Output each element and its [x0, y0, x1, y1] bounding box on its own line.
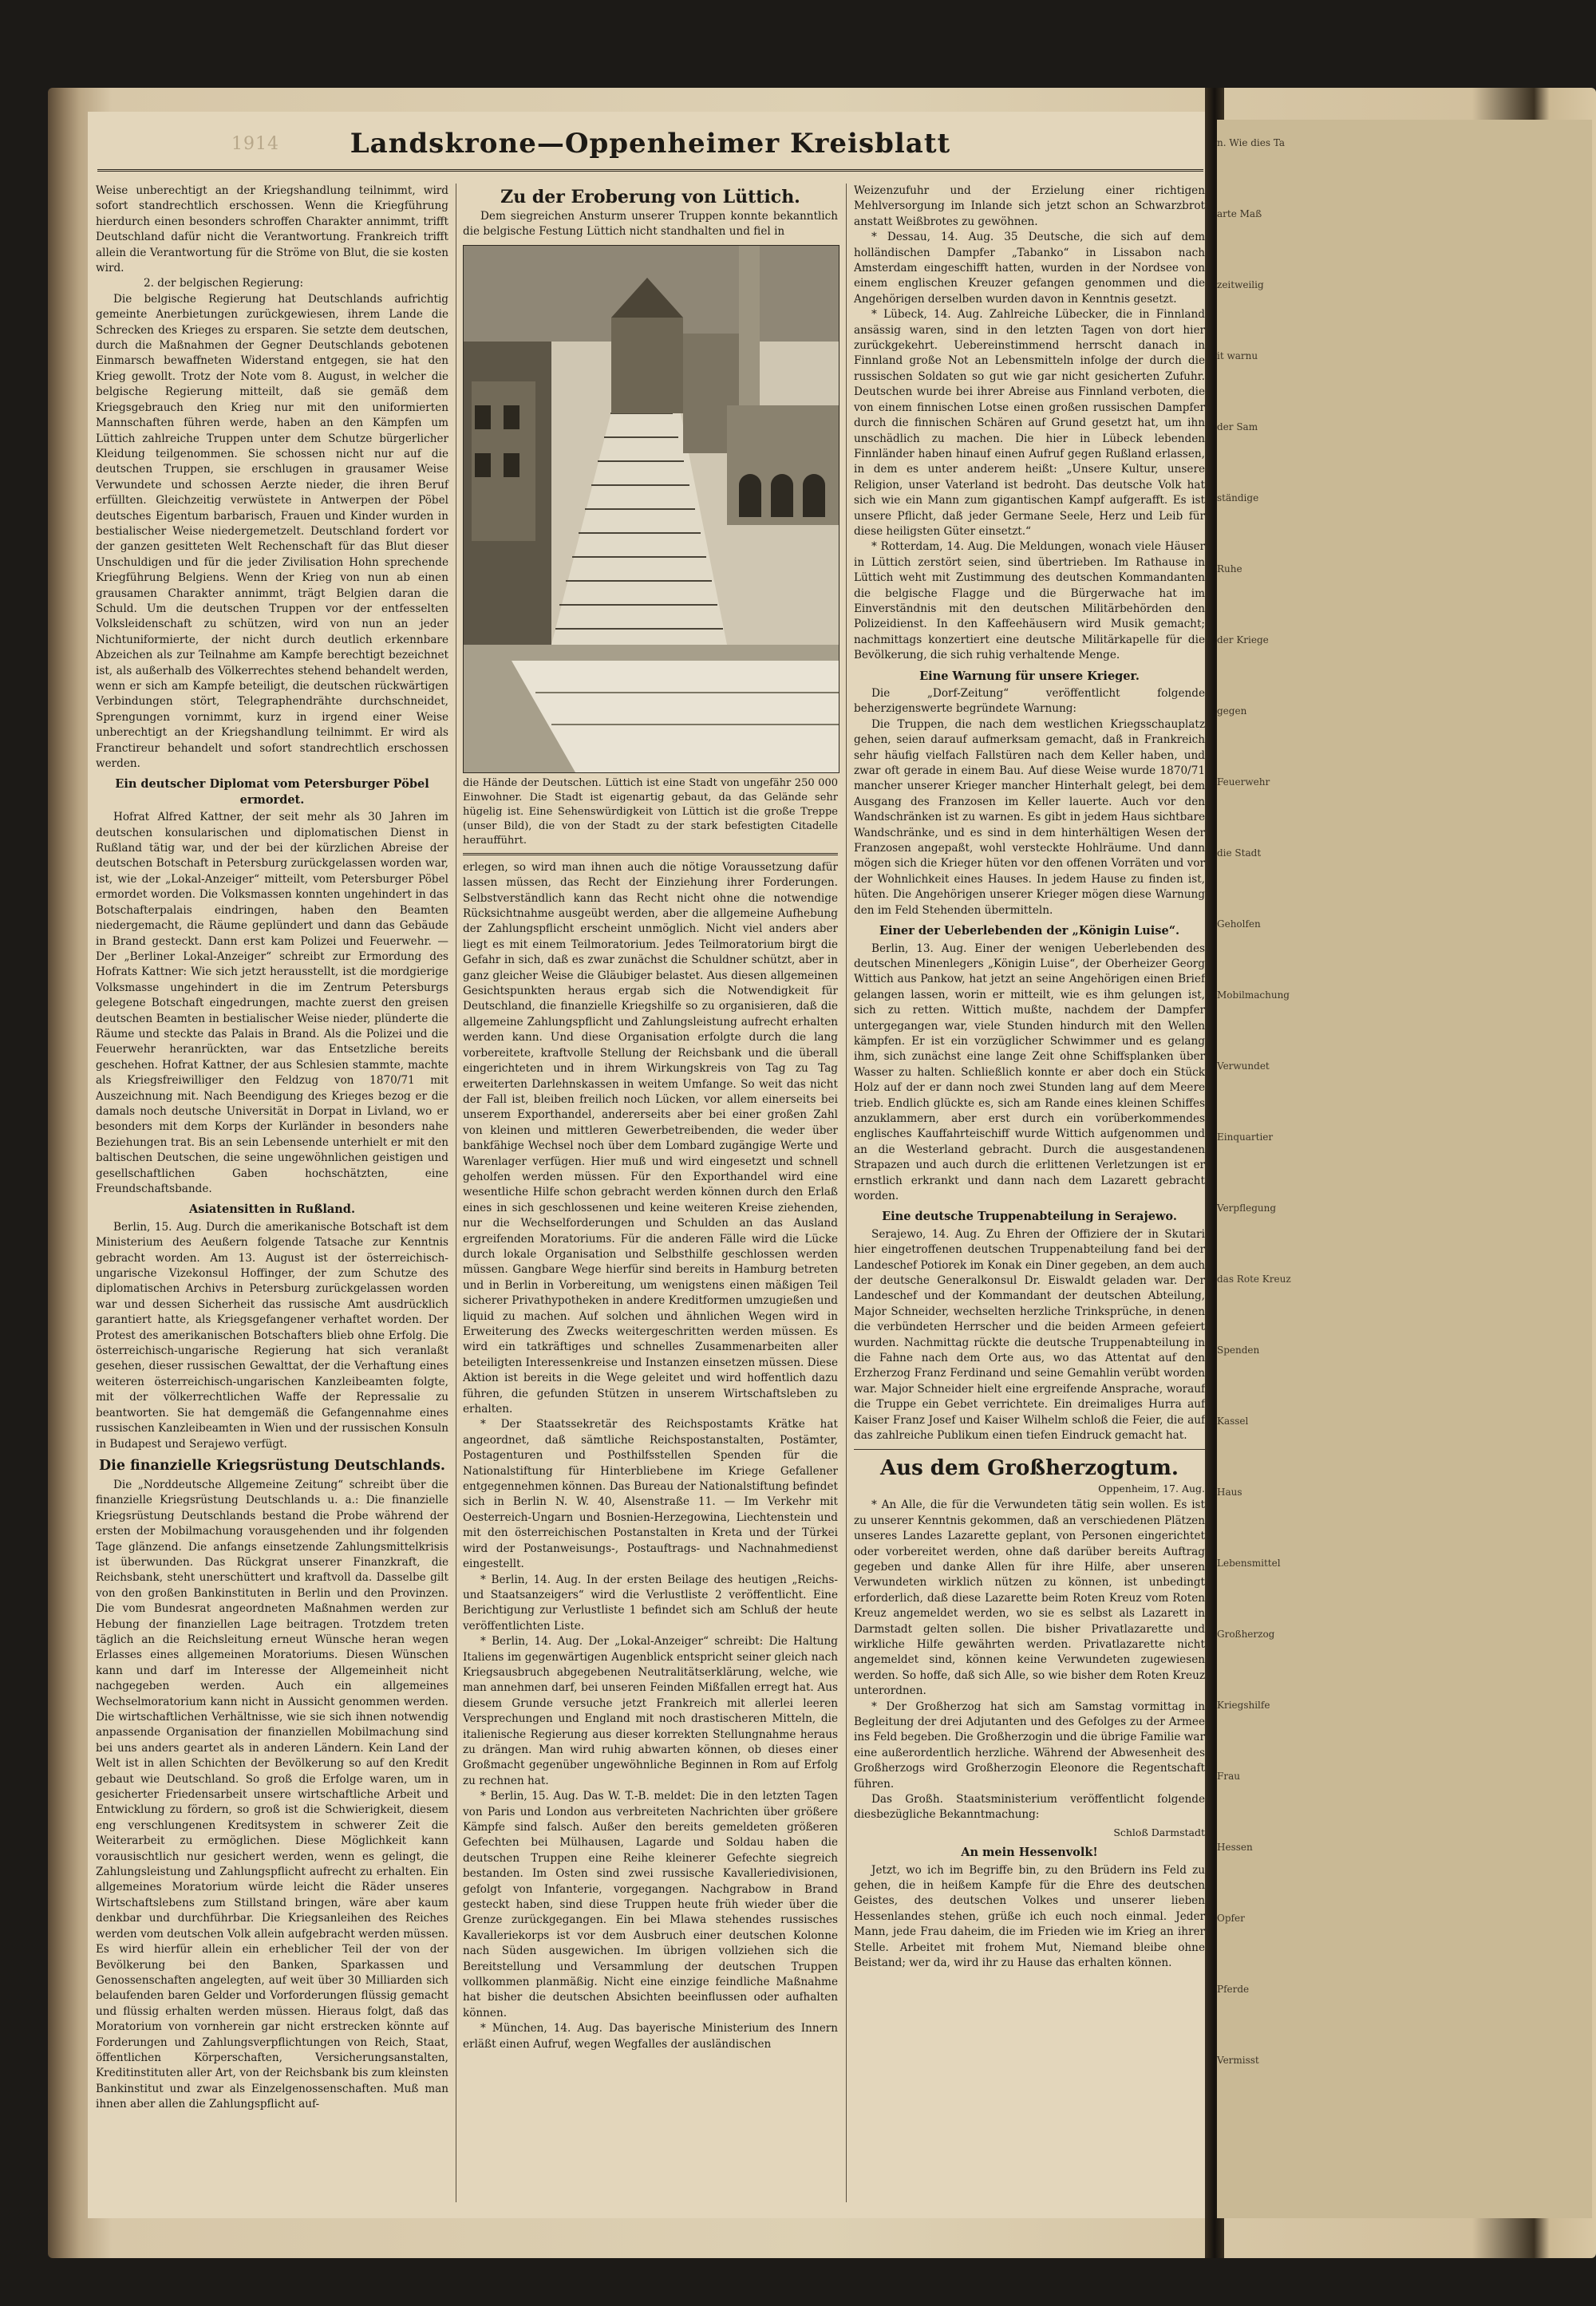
next-page-line: Lebensmittel [1217, 1558, 1281, 1569]
next-page-line: Ruhe [1217, 563, 1242, 575]
column-1 [96, 184, 448, 2113]
article-headline: Asiatensitten in Rußland. [188, 1202, 355, 1217]
article-headline: Eine Warnung für unsere Krieger. [919, 669, 1140, 683]
article-paragraph: * Berlin, 14. Aug. Der „Lokal-Anzeiger“ schreibt: Die Haltung Italiens im gegenwärtigen Augenblick entspricht seiner gleich nach Kriegsausbruch abgegebenen Neutralitätserklärung, welche, wie man annehmen darf, bei unseren Feinden Mißfallen erregt hat. Aus diesem Grunde versuche jetzt Frankreich mit allerlei leeren Versprechungen und England mit noch drastischeren Mitteln, die italienische Regierung aus dieser korrekten Stellungnahme heraus zu drängen. Man wird ruhig abwarten können, ob dieses einer Großmacht gegenüber ungewöhnliche Beginnen in Rom auf Erfolg zu rechnen hat. [463, 1635, 838, 1787]
next-page-line: Kassel [1217, 1416, 1249, 1427]
next-page-line: zeitweilig [1217, 279, 1264, 290]
next-page-line: Haus [1217, 1487, 1242, 1498]
article-paragraph: Jetzt, wo ich im Begriffe bin, zu den Brüdern ins Feld zu gehen, die in heißem Kampfe für die Ehre des deutschen Geistes, des deutschen Volkes und unserer lieben Hessenlandes stehen, grüße ich euch noch einmal. Jeder Mann, jede Frau daheim, die im Frieden wie im Krieg an ihrer Stelle. Arbeitet mit frohem Mut, Niemand bleibe ohne Beistand; wer da, wird ihr zu Hause das erhalten können. [854, 1863, 1205, 1970]
next-page-line: der Sam [1217, 421, 1258, 432]
header-rule [97, 169, 1203, 172]
article-paragraph: Die „Norddeutsche Allgemeine Zeitung“ schreibt über die finanzielle Kriegsrüstung Deutschlands u. a.: Die finanzielle Kriegsrüstung Deutschlands bestand die Probe während der ersten der Mobilmachung vorausgehenden und ihr folgenden Tage glänzend. Die anfangs einsetzende Zahlungsmittelkrisis ist überwunden. Das Rückgrat unserer Finanzkraft, die Reichsbank, steht unerschüttert und kraftvoll da. Dasselbe gilt von den großen Bankinstituten in Berlin und den Provinzen. Die vom Bundesrat angeordneten Maßnahmen werden zur Hebung der finanziellen Lage beitragen. Trotzdem treten täglich an die Reichsleitung erneut Wünsche heran wegen Erlasses eines allgemeinen Moratoriums. Diesen Wünschen kann und darf im Interesse der Allgemeinheit nicht nachgegeben werden. Auch ein allgemeines Wechselmoratorium kann nicht in Aussicht genommen werden. Die wirtschaftlichen Verhältnisse, wie sie sich ihnen notwendig anpassende Organisation der finanziellen Mobilmachung sind bei uns anders geartet als in anderen Ländern. Kein Land der Welt ist in allen Schichten der Bevölkerung so auf den Kredit gebaut wie Deutschland. So groß die Erfolge waren, um in gesicherter Friedensarbeit unsere wirtschaftliche Arbeit und Entwicklung zu fördern, so groß ist die Schwierigkeit, diesem eng verschlungenen Kreditsystem in schwerer Zeit die Weiterarbeit zu ermöglichen. Diese Möglichkeit kann vorausischtlich nur gesichert werden, wenn es gelingt, die Zahlungsleistung und Zahlungspflicht aufrecht zu erhalten. Ein allgemeines Moratorium würde leicht die Räder unseres Wirtschaftslebens zum Stillstand bringen, wäre aber kaum denkbar und durchführbar. Die Kriegsanleihen des Reiches werden vom deutschen Volk allein aufgebracht werden müssen. Es wird hierfür allein ein erheblicher Teil der von der Bevölkerung bei den Banken, Sparkassen und Genossenschaften angelegten, auf weit über 30 Milliarden sich belaufenden baren Gelder und Vorforderungen flüssig gemacht und flüssig erhalten werden müssen. Hieraus folgt, daß das Moratorium von vornherein gar nicht erstrecken könnte auf Forderungen und Zahlungsverpflichtungen von Reich, Staat, öffentlichen Körperschaften, Versicherungsanstalten, Kreditinstituten aller Art, von der Reichsbank bis zum kleinsten Bankinstitut und zwar als Einzelgenossenschaften. Muß man ihnen aber allen die Zahlungspflicht auf- [96, 1478, 448, 2111]
next-page-line: Mobilmachung [1217, 989, 1290, 1001]
next-page-edge [1217, 120, 1592, 2218]
next-page-line: Pferde [1217, 1984, 1250, 1995]
article-headline: Zu der Eroberung von Lüttich. [500, 187, 800, 207]
article-paragraph: * Dessau, 14. Aug. 35 Deutsche, die sich auf dem holländischen Dampfer „Tabanko“ in Lissabon nach Amsterdam eingeschifft hatten, wurden in der Nordsee von einem englischen Kreuzer gefangen genommen und die Angehörigen derselben wurden davon in Kenntnis gesetzt. [854, 231, 1205, 306]
section-headline: Aus dem Großherzogtum. [880, 1455, 1179, 1480]
article-paragraph: Dem siegreichen Ansturm unserer Truppen konnte bekanntlich die belgische Festung Lüttich nicht standhalten und fiel in [463, 210, 838, 239]
next-page-line: Kriegshilfe [1217, 1700, 1270, 1711]
next-page-line: arte Maß [1217, 208, 1262, 219]
faint-page-number: 1914 [231, 134, 279, 154]
article-paragraph: erlegen, so wird man ihnen auch die nötige Voraussetzung dafür lassen müssen, das Recht der Einziehung ihrer Forderungen. Selbstverständlich kann das Recht nicht ohne die notwendige Rücksichtnahme ausgeübt werden, aber die allgemeine Aufhebung der Zahlungspflicht erscheint unmöglich. Nicht viel anders aber liegt es mit einem Teilmoratorium. Jedes Teilmoratorium birgt die Gefahr in sich, daß es zwar zunächst die Schuldner schützt, aber in ganz gleicher Weise die Gläubiger belastet. Aus diesen allgemeinen Gesichtspunkten heraus ergab sich die Notwendigkeit für Deutschland, die finanzielle Kriegshilfe so zu organisieren, daß die allgemeine Zahlungspflicht und Zahlungsleistung aufrecht erhalten werden kann. Und diese Organisation erfolgte durch die lang vorbereitete, kraftvolle Stellung der Reichsbank und die überall eingerichteten und in ihrem Wirkungskreis von Tag zu Tag erweiterten Darlehnskassen in weitem Umfange. So weit das nicht der Fall ist, bleiben freilich noch Lücken, vor allem einerseits bei unserem Exporthandel, andererseits aber bei einer großen Zahl von kleinen und mittleren Gewerbetreibenden, die weder über bankfähige Wechsel noch über dem Lombard zugängige Werte und Warenlager verfügen. Hier muß und wird eingesetzt und schnell geholfen werden müssen. Für den Exporthandel wird eine wesentliche Hilfe schon gebracht werden können durch den Erlaß eines in sich geschlossenen und keine weiteren Kreise ziehenden, nur die Wechselforderungen und Schulden an das Ausland ergreifenden Moratoriums. Für die anderen Fälle wird die Lücke durch lokale Organisation und Selbsthilfe geschlossen werden müssen. Gangbare Wege hierfür sind bereits in Hamburg betreten und in Berlin in Vorbereitung, um wenigstens einen mäßigen Teil sicherer Privathypotheken in andere Kreditformen umzugießen und liquid zu machen. Auf solchen und ähnlichen Wegen wird in Erweiterung des Zwecks weitergeschritten werden müssen. Es wird ein tatkräftiges und schnelles Zusammenarbeiten aller beteiligten Interessenkreise und Instanzen einsetzen müssen. Diese Aktion ist bereits in die Wege geleitet und wird hoffentlich dazu führen, die gefunden Stützen in unserem Wirtschaftsleben zu erhalten. [463, 860, 838, 1416]
article-headline: Die finanzielle Kriegsrüstung Deutschlands. [99, 1457, 445, 1474]
next-page-line: Opfer [1217, 1913, 1245, 1924]
next-page-line: Einquartier [1217, 1131, 1274, 1143]
article-paragraph: * An Alle, die für die Verwundeten tätig sein wollen. Es ist zu unserer Kenntnis gekommen, daß an verschiedenen Plätzen unseres Landes Lazarette geplant, von Personen eingerichtet oder vorbereitet werden, ohne daß darüber bereits Auftrag gegeben und danke Allen für ihre Hilfe, aber unseren Verwundeten wirklich nützen zu können, ist unbedingt erforderlich, daß diese Lazarette beim Roten Kreuz vom Roten Kreuz angemeldet werden, wo sie es selbst als Lazarett in Darmstadt gelten sollen. Die bisher Privatlazarette und wirkliche Hilfe gewährten werden. Privatlazarette nicht angemeldet sind, können keine Verwundeten zugewiesen werden. So hoffe, daß sich Alle, so wie bisher dem Roten Kreuz unterordnen. [854, 1499, 1205, 1698]
stairs-engraving [464, 246, 839, 772]
next-page-line: Spenden [1217, 1345, 1260, 1356]
next-page-line: Geholfen [1217, 918, 1261, 930]
article-paragraph: * Der Großherzog hat sich am Samstag vormittag in Begleitung der drei Adjutanten und des Gefolges zu der Armee ins Feld begeben. Die Großherzogin und die übrige Familie war eine außerordentlich herzliche. Während der Abwesenheit des Großherzogs wird Großherzogin Eleonore die Regentschaft führen. [854, 1700, 1205, 1791]
column-rule-2 [846, 184, 847, 2202]
next-page-line: Großherzog [1217, 1629, 1275, 1640]
photo-caption: die Hände der Deutschen. Lüttich ist eine Stadt von ungefähr 250 000 Einwohner. Die Stadt ist eigenartig gebaut, da das Gelände sehr hügelig ist. Eine Sehenswürdigkeit von Lüttich ist die große Treppe (unser Bild), die von der Stadt zu der stark befestigten Citadelle heraufführt. [463, 776, 838, 847]
dateline: Schloß Darmstadt [1113, 1826, 1205, 1838]
article-paragraph: Weise unberechtigt an der Kriegshandlung teilnimmt, wird sofort standrechtlich erschossen. Wenn die Kriegführung hierdurch einen besonders schroffen Charakter annimmt, trifft Deutschland dafür nicht die Verantwortung. Frankreich trifft allein die Verantwortung für die Ströme von Blut, die sie kosten wird. [96, 184, 448, 275]
article-paragraph: Berlin, 15. Aug. Durch die amerikanische Botschaft ist dem Ministerium des Aeußern folgende Tatsache zur Kenntnis gebracht worden. Am 13. August ist der österreichisch-ungarische Vizekonsul Hoffinger, der zum Schutze des diplomatischen Archivs in Petersburg zurückgelassen worden war und dessen Sicherheit das russische Amt ausdrücklich garantiert hatte, als Kriegsgefangener verhaftet worden. Der Protest des amerikanischen Botschafters blieb ohne Erfolg. Die österreichisch-ungarische Regierung hat sich veranlaßt gesehen, dieser russischen Gewalttat, der die Verhaftung eines weiteren österreichisch-ungarischen Kanzleibeamten folgte, mit der völkerrechtlichen Waffe der Repressalie zu beantworten. Sie hat demgemäß die Gefangennahme eines russischen Kanzleibeamten in Wien und der russischen Konsuln in Budapest und Serajewo verfügt. [96, 1220, 448, 1451]
next-page-line: it warnu [1217, 350, 1258, 361]
article-paragraph: * München, 14. Aug. Das bayerische Ministerium des Innern erläßt einen Aufruf, wegen Wegfalles der ausländischen [463, 2022, 838, 2051]
proclamation-title: An mein Hessenvolk! [961, 1846, 1098, 1860]
next-page-line: Vermisst [1217, 2055, 1259, 2066]
article-paragraph: Hofrat Alfred Kattner, der seit mehr als 30 Jahren im deutschen konsularischen und diplomatischen Dienst in Rußland tätig war, und der bei der kürzlichen Abreise der deutschen Botschaft in Petersburg zurückgelassen worden war, ist, wie der „Lokal-Anzeiger“ mitteilt, vom Petersburger Pöbel ermordet worden. Die Volksmassen konnten ungehindert in das Botschafterpalais eindringen, haben den Beamten niedergemacht, die Räume geplündert und dann das Gebäude in Brand gesteckt. Dann erst kam Polizei und Feuerwehr. — Der „Berliner Lokal-Anzeiger“ schreibt zur Ermordung des Hofrats Kattner: Wie sich jetzt herausstellt, ist die mordgierige Volksmasse ungehindert in die im Zentrum Petersburgs gelegene Botschaft eingedrungen, machte zuerst den greisen deutschen Beamten in bestialischer Weise nieder, plünderte die Räume und steckte das Palais in Brand. Als die Polizei und die Feuerwehr heranrückten, war das Entsetzliche bereits geschehen. Hofrat Kattner, der aus Schlesien stammte, machte als Kriegsfreiwilliger den Feldzug von 1870/71 mit Auszeichnung mit. Nach Beendigung des Krieges bezog er die damals noch deutsche Universität in Dorpat in Livland, wo er besonders mit dem Korps der Kurländer in besonders nahe Beziehungen trat. Bis an sein Lebensende unterhielt er mit den baltischen Deutschen, die seine ungewöhnlichen geistigen und gesellschaftlichen Gaben hochschätzten, eine Freundschaftsbande. [96, 811, 448, 1195]
article-paragraph: Serajewo, 14. Aug. Zu Ehren der Offiziere der in Skutari hier eingetroffenen deutschen Truppenabteilung fand bei der Landeschef Potiorek im Konak ein Diner gegeben, an dem auch der deutsche Generalkonsul Dr. Eiswaldt geladen war. Der Landeschef und der Kommandant der deutschen Abteilung, Major Schneider, wechselten herzliche Trinksprüche, in denen die verbündeten Herrscher und die beiden Armeen gefeiert wurden. Nachmittag rückte die deutsche Truppenabteilung in die Fahne nach dem Orte aus, wo das Attentat auf den Erzherzog Franz Ferdinand und seine Gemahlin verübt worden war. Major Schneider hielt eine ergreifende Ansprache, worauf die Truppe ein Gebet verrichtete. Ein dreimaliges Hurra auf Kaiser Franz Josef und Kaiser Wilhelm schloß die Feier, die auf das zahlreiche Publikum einen tiefen Eindruck gemacht hat. [854, 1227, 1205, 1443]
article-paragraph: Die Truppen, die nach dem westlichen Kriegsschauplatz gehen, seien darauf aufmerksam gemacht, daß in Frankreich sehr häufig vielfach Fallstüren nach dem Keller haben, und zwar oft gerade in einem Bau. Auf diese Weise wurde 1870/71 mancher unserer Krieger mancher Hinterhalt gelegt, bei dem Ausgang des Franzosen im Keller lauerte. Auch vor den Wandschränken ist zu warnen. Es gibt in jedem Haus sichtbare Wandschränke, und es sind in dem hinterhältigen Wesen der Franzosen angepaßt, wohl versteckte Hohlräume. Und dann mögen sich die Krieger hüten vor den offenen Vorräten und vor der Wohnlichkeit eines Hauses. In jedem Hause zu finden ist, hüten. Die Angehörigen unserer Krieger mögen diese Warnung den im Feld Stehenden übermitteln. [854, 717, 1205, 917]
next-page-line: Verpflegung [1217, 1202, 1277, 1214]
next-page-line: Frau [1217, 1771, 1240, 1782]
section-divider [463, 853, 838, 855]
next-page-line: gegen [1217, 705, 1247, 717]
next-page-line: Verwundet [1217, 1060, 1270, 1072]
next-page-line: die Stadt [1217, 847, 1262, 859]
column-2 [463, 184, 838, 2052]
next-page-line: ständige [1217, 492, 1259, 503]
article-paragraph: Berlin, 13. Aug. Einer der wenigen Ueberlebenden des deutschen Minenlegers „Königin Luise“, der Oberheizer Georg Wittich aus Pankow, hat jetzt an seine Angehörigen einen Brief gelangen lassen, worin er mitteilt, wie es ihm gelungen ist, sich zu retten. Wittich mußte, nachdem der Dampfer untergegangen war, viele Stunden hindurch mit den Wellen kämpfen. Er ist ein vorzüglicher Schwimmer und es gelang ihm, sich zunächst eine lange Zeit ohne Schiffsplanken über Wasser zu halten. Schließlich konnte er aber doch ein Stück Holz auf der er dann noch zwei Stunden lang auf dem Meere trieb. Endlich glückte es, sich am Rande eines kleinen Schiffes anzuklammern, aber erst durch ein vorüberkommendes englisches Kauffahrteischiff wurde Wittich aufgenommen und an die Westerland gebracht. Durch die ausgestandenen Strapazen und auch durch die erlittenen Verletzungen ist er ernstlich erkrankt und dann nach dem Lazarett gebracht worden. [854, 942, 1205, 1202]
article-paragraph: * Rotterdam, 14. Aug. Die Meldungen, wonach viele Häuser in Lüttich zerstört seien, sind übertrieben. Im Rathause in Lüttich weht mit Zustimmung des deutschen Kommandanten die belgische Flagge und die Bürgerwache hat im Einverständnis mit den deutschen Militärbehörden den Polizeidienst. In den Kaffeehäusern wird Musik gemacht; nachmittags konzertiert eine deutsche Militärkapelle für die Bevölkerung, die sich ruhig verhaltende Menge. [854, 540, 1205, 662]
article-headline: Ein deutscher Diplomat vom Petersburger Pöbel ermordet. [115, 777, 429, 807]
photo-luettich-stairs [463, 245, 839, 773]
article-paragraph: 2. der belgischen Regierung: [144, 277, 304, 290]
next-page-line: das Rote Kreuz [1217, 1273, 1291, 1285]
article-paragraph: Das Großh. Staatsministerium veröffentlicht folgende diesbezügliche Bekanntmachung: [854, 1793, 1205, 1822]
next-page-line: der Kriege [1217, 634, 1269, 646]
article-paragraph: * Berlin, 15. Aug. Das W. T.-B. meldet: Die in den letzten Tagen von Paris und London aus verbreiteten Nachrichten über größere Kämpfe sind falsch. Außer den bereits gemeldeten größeren Gefechten bei Mülhausen, Lagarde und Soldau haben die deutschen Truppen eine Reihe kleinerer Gefechte siegreich bestanden. Im Osten sind zwei russische Kavalleriedivisionen, gefolgt von Infanterie, vorgegangen. Nachgrabow in Brand gesteckt haben, sind diese Truppen heute früh wieder über die Grenze zurückgegangen. Ein bei Mlawa stehendes russisches Kavalleriekorps ist vor dem Ausbruch einer deutschen Kolonne nach Süden ausgewichen. Im übrigen vollziehen sich die Bereitstellung und Versammlung der deutschen Truppen vollkommen planmäßig. Nicht eine einzige feindliche Maßnahme hat bisher die deutschen Absichten beeinflussen oder aufhalten können. [463, 1790, 838, 2020]
section-divider [854, 1449, 1205, 1450]
newspaper-page [88, 112, 1213, 2218]
next-page-text [1217, 136, 1313, 2124]
masthead [88, 128, 1213, 168]
next-page-line: Hessen [1217, 1842, 1253, 1853]
dateline: Oppenheim, 17. Aug. [1098, 1482, 1205, 1495]
article-paragraph: * Lübeck, 14. Aug. Zahlreiche Lübecker, die in Finnland ansässig waren, sind in den letzten Tagen von dort hier zurückgekehrt. Uebereinstimmend herrscht danach in Finnland große Not an Lebensmitteln infolge der durch die russischen Soldaten so gut wie gar nicht gesicherten Zufuhr. Deutschen wurde bei ihrer Abreise aus Finnland verboten, die von einem finnischen Lotse einen großen russischen Dampfer durch die finnischen Schären auf Grund gesetzt hat, um ihn unschädlich zu machen. Die hier in Lübeck lebenden Finnländer haben hinauf einen Aufruf gegen Rußland erlassen, in dem es unter anderem heißt: „Unsere Kultur, unsere Religion, unser Vaterland ist bedroht. Das deutsche Volk hat sich wie ein Mann zum gigantischen Kampf aufgerafft. Es ist unsere Pflicht, daß jeder Germane Seele, Herz und Leib für diese heiligsten Güter einsetzt.“ [854, 308, 1205, 538]
article-headline: Eine deutsche Truppenabteilung in Serajewo. [882, 1210, 1177, 1224]
article-paragraph: * Der Staatssekretär des Reichspostamts Krätke hat angeordnet, daß sämtliche Reichspostanstalten, Postämter, Postagenturen und Posthilfsstellen Spenden für die Nationalstiftung für Hinterbliebene im Kriege Gefallener entgegennehmen können. Das Bureau der Nationalstiftung befindet sich in Berlin N. W. 40, Alsenstraße 11. — Im Verkehr mit Oesterreich-Ungarn und Bosnien-Herzegowina, Liechtenstein und mit den österreichischen Postanstalten in Kreta und der Türkei wird der Postanweisungs-, Postauftrags- und Nachnahmedienst eingestellt. [463, 1418, 838, 1571]
article-paragraph: * Berlin, 14. Aug. In der ersten Beilage des heutigen „Reichs- und Staatsanzeigers“ wird die Verlustliste 2 veröffentlicht. Eine Berichtigung zur Verlustliste 1 befindet sich am Schluß der heute veröffentlichten Liste. [463, 1573, 838, 1633]
next-page-line: n. Wie dies Ta [1217, 137, 1286, 148]
next-page-line: Feuerwehr [1217, 776, 1270, 788]
column-3 [854, 184, 1205, 1972]
article-headline: Einer der Ueberlebenden der „Königin Luise“. [879, 924, 1180, 938]
article-paragraph: Weizenzufuhr und der Erzielung einer richtigen Mehlversorgung im Inlande sich jetzt schon an Schwarzbrot anstatt Weißbrotes zu gewöhnen. [854, 184, 1205, 228]
newspaper-title: Landskrone—Oppenheimer Kreisblatt [350, 128, 951, 160]
article-paragraph: Die belgische Regierung hat Deutschlands aufrichtig gemeinte Anerbietungen zurückgewiesen, ihrem Lande die Schrecken des Krieges zu ersparen. Sie setzte dem deutschen, durch die Maßnahmen der Gegner Deutschlands gebotenen Einmarsch bewaffneten Widerstand entgegen, sie hat den Krieg gewollt. Trotz der Note vom 8. August, in welcher die belgische Regierung mitteilt, daß sie gemäß dem Kriegsgebrauch den Krieg nur mit den uniformierten Mannschaften führen werde, haben an den Kämpfen um Lüttich zahlreiche Truppen unter dem Schutze bürgerlicher Kleidung teilgenommen. Sie schossen nicht nur auf die deutschen Truppen, sie erschlugen in grausamer Weise Verwundete und schossen Aerzte nieder, die ihren Beruf erfüllten. Gleichzeitig verwüstete in Antwerpen der Pöbel deutsches Eigentum barbarisch, Frauen und Kinder wurden in bestialischer Weise niedergemetzelt. Deutschland fordert vor der ganzen gesitteten Welt Rechenschaft für das Blut dieser Unschuldigen und für die jeder Zivilisation Hohn sprechende Kriegführung Belgiens. Wenn der Krieg von nun ab einen grausamen Charakter annimmt, trägt Belgien daran die Schuld. Um die deutschen Truppen vor der entfesselten Volksleidenschaft zu schützen, wird von nun an jeder Nichtuniformierte, der nicht durch deutlich erkennbare Abzeichen als zur Teilnahme am Kampfe berechtigt bezeichnet ist, als außerhalb des Völkerrechtes stehend behandelt werden, wenn er sich am Kampfe beteiligt, die deutschen rückwärtigen Verbindungen stört, Telegraphendrähte durchschneidet, Sprengungen vornimmt, kurz in irgend einer Weise unberechtigt an der Kriegshandlung teilnimmt. Er wird als Franctireur behandelt und sofort standrechtlich erschossen werden. [96, 292, 448, 771]
article-paragraph: Die „Dorf-Zeitung“ veröffentlicht folgende beherzigenswerte begründete Warnung: [854, 687, 1205, 716]
